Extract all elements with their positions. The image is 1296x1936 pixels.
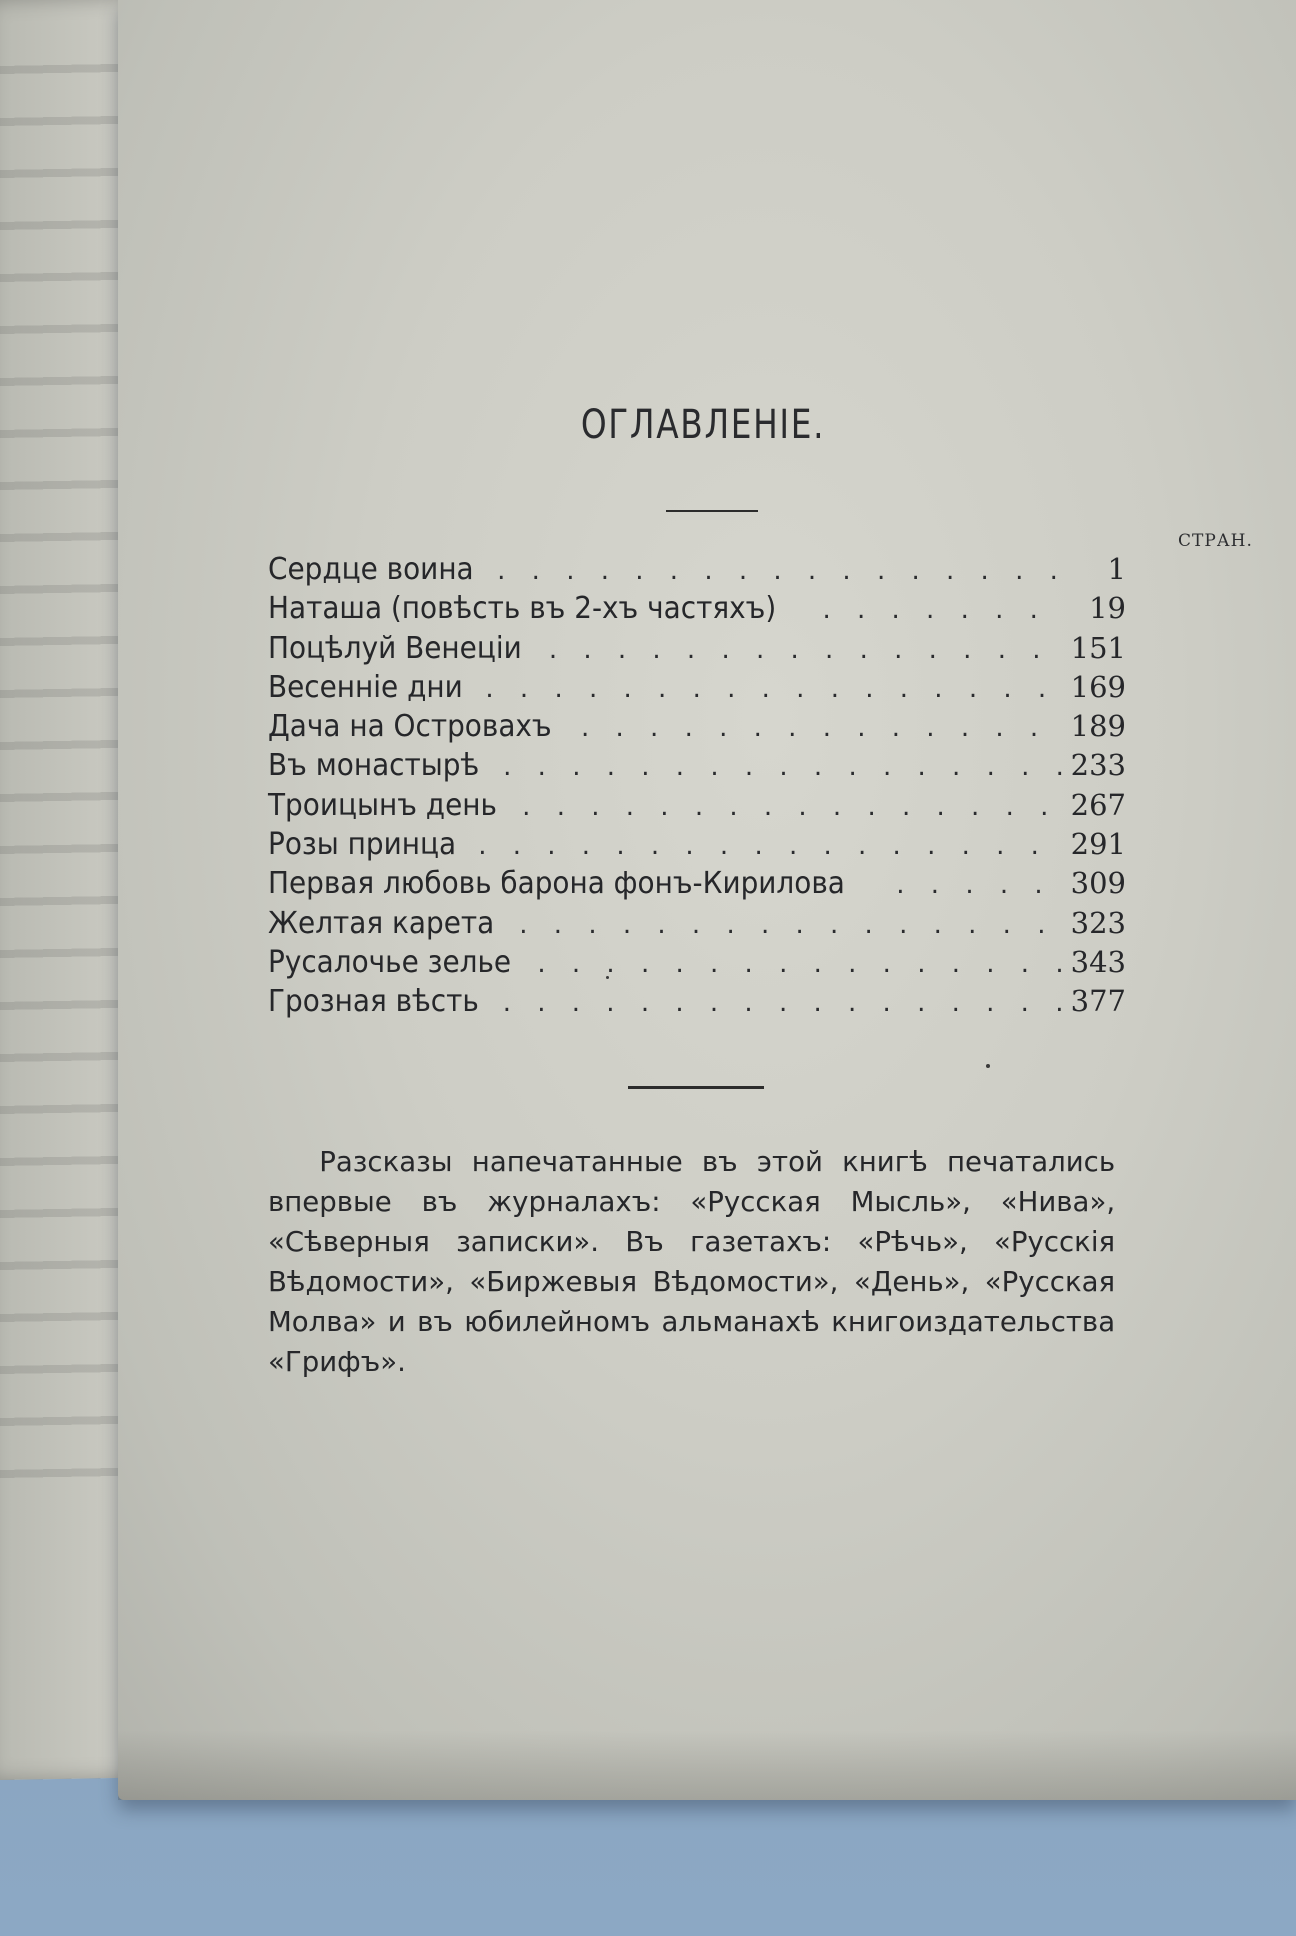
toc-entry <box>268 631 1126 670</box>
leader-dots <box>896 870 1064 900</box>
book-page <box>118 0 1296 1800</box>
toc-entry-page: 267 <box>1070 787 1126 822</box>
toc-entry-title: Желтая карета <box>268 905 495 941</box>
toc-entry <box>268 984 1126 1023</box>
toc-entry-page: 1 <box>1107 552 1126 586</box>
toc-entry-title: Троицынъ день <box>268 787 497 823</box>
toc-entry-title: Розы принца <box>268 827 457 863</box>
leader-dots <box>519 910 1064 940</box>
toc-entry-title: Поцѣлуй Венеціи <box>268 630 522 666</box>
toc-entry-title: Дача на Островахъ <box>268 709 552 745</box>
leader-dots <box>581 713 1064 743</box>
leader-dots <box>497 556 1064 586</box>
toc-entry-page: 377 <box>1070 984 1126 1019</box>
toc-entry-title: Сердце воина <box>268 552 474 587</box>
toc-entry-page: 151 <box>1070 630 1126 665</box>
leader-dots <box>522 792 1064 822</box>
leader-dots <box>549 635 1064 665</box>
toc-entry-page: 233 <box>1070 748 1126 783</box>
toc-entry <box>268 709 1126 748</box>
toc-entry-title: Первая любовь барона фонъ-Кирилова <box>268 866 845 902</box>
leader-dots <box>485 674 1064 704</box>
table-of-contents <box>268 552 1126 1024</box>
leader-dots <box>478 831 1064 861</box>
page-title: ОГЛАВЛЕНІЕ. <box>580 402 826 448</box>
section-divider <box>628 1086 764 1089</box>
toc-entry <box>268 866 1126 905</box>
toc-entry-page: 291 <box>1070 827 1126 862</box>
paper-speck <box>606 976 609 979</box>
leader-dots <box>503 988 1064 1018</box>
toc-entry-page: 309 <box>1070 866 1126 901</box>
toc-entry-page: 169 <box>1070 669 1126 704</box>
toc-entry-page: 189 <box>1070 709 1126 744</box>
toc-entry <box>268 591 1126 630</box>
toc-entry-title: Весенніе дни <box>268 669 463 705</box>
toc-entry-page: 343 <box>1070 944 1126 979</box>
toc-entry <box>268 788 1126 827</box>
toc-entry-page: 323 <box>1070 905 1126 940</box>
toc-entry <box>268 945 1126 984</box>
title-divider <box>666 510 758 512</box>
toc-entry <box>268 906 1126 945</box>
page-column-header: СТРАН. <box>1178 531 1253 551</box>
paper-speck <box>986 1064 990 1068</box>
leader-dots <box>822 595 1064 625</box>
leader-dots <box>537 949 1064 979</box>
toc-entry-page: 19 <box>1089 591 1126 626</box>
toc-entry <box>268 552 1126 591</box>
toc-entry-title: Грозная вѣсть <box>268 984 479 1020</box>
leader-dots <box>503 752 1064 782</box>
toc-entry-title: Въ монастырѣ <box>268 748 480 784</box>
toc-entry-title: Наташа (повѣсть въ 2-хъ частяхъ) <box>268 591 777 627</box>
toc-entry <box>268 748 1126 787</box>
toc-entry <box>268 670 1126 709</box>
publication-note: Разсказы напечатанные въ этой книгѣ печатались впервые въ журналахъ: «Русская Мысль», «Нива», «Сѣверныя записки». Въ газетахъ: «Рѣчь», «Русскія Вѣдомости», «Биржевыя Вѣдомости», «День», «Русская Молва» и въ юбилейномъ альманахѣ книгоиздательства «Грифъ». <box>268 1145 1116 1378</box>
toc-entry <box>268 827 1126 866</box>
toc-entry-title: Русалочье зелье <box>268 944 512 980</box>
